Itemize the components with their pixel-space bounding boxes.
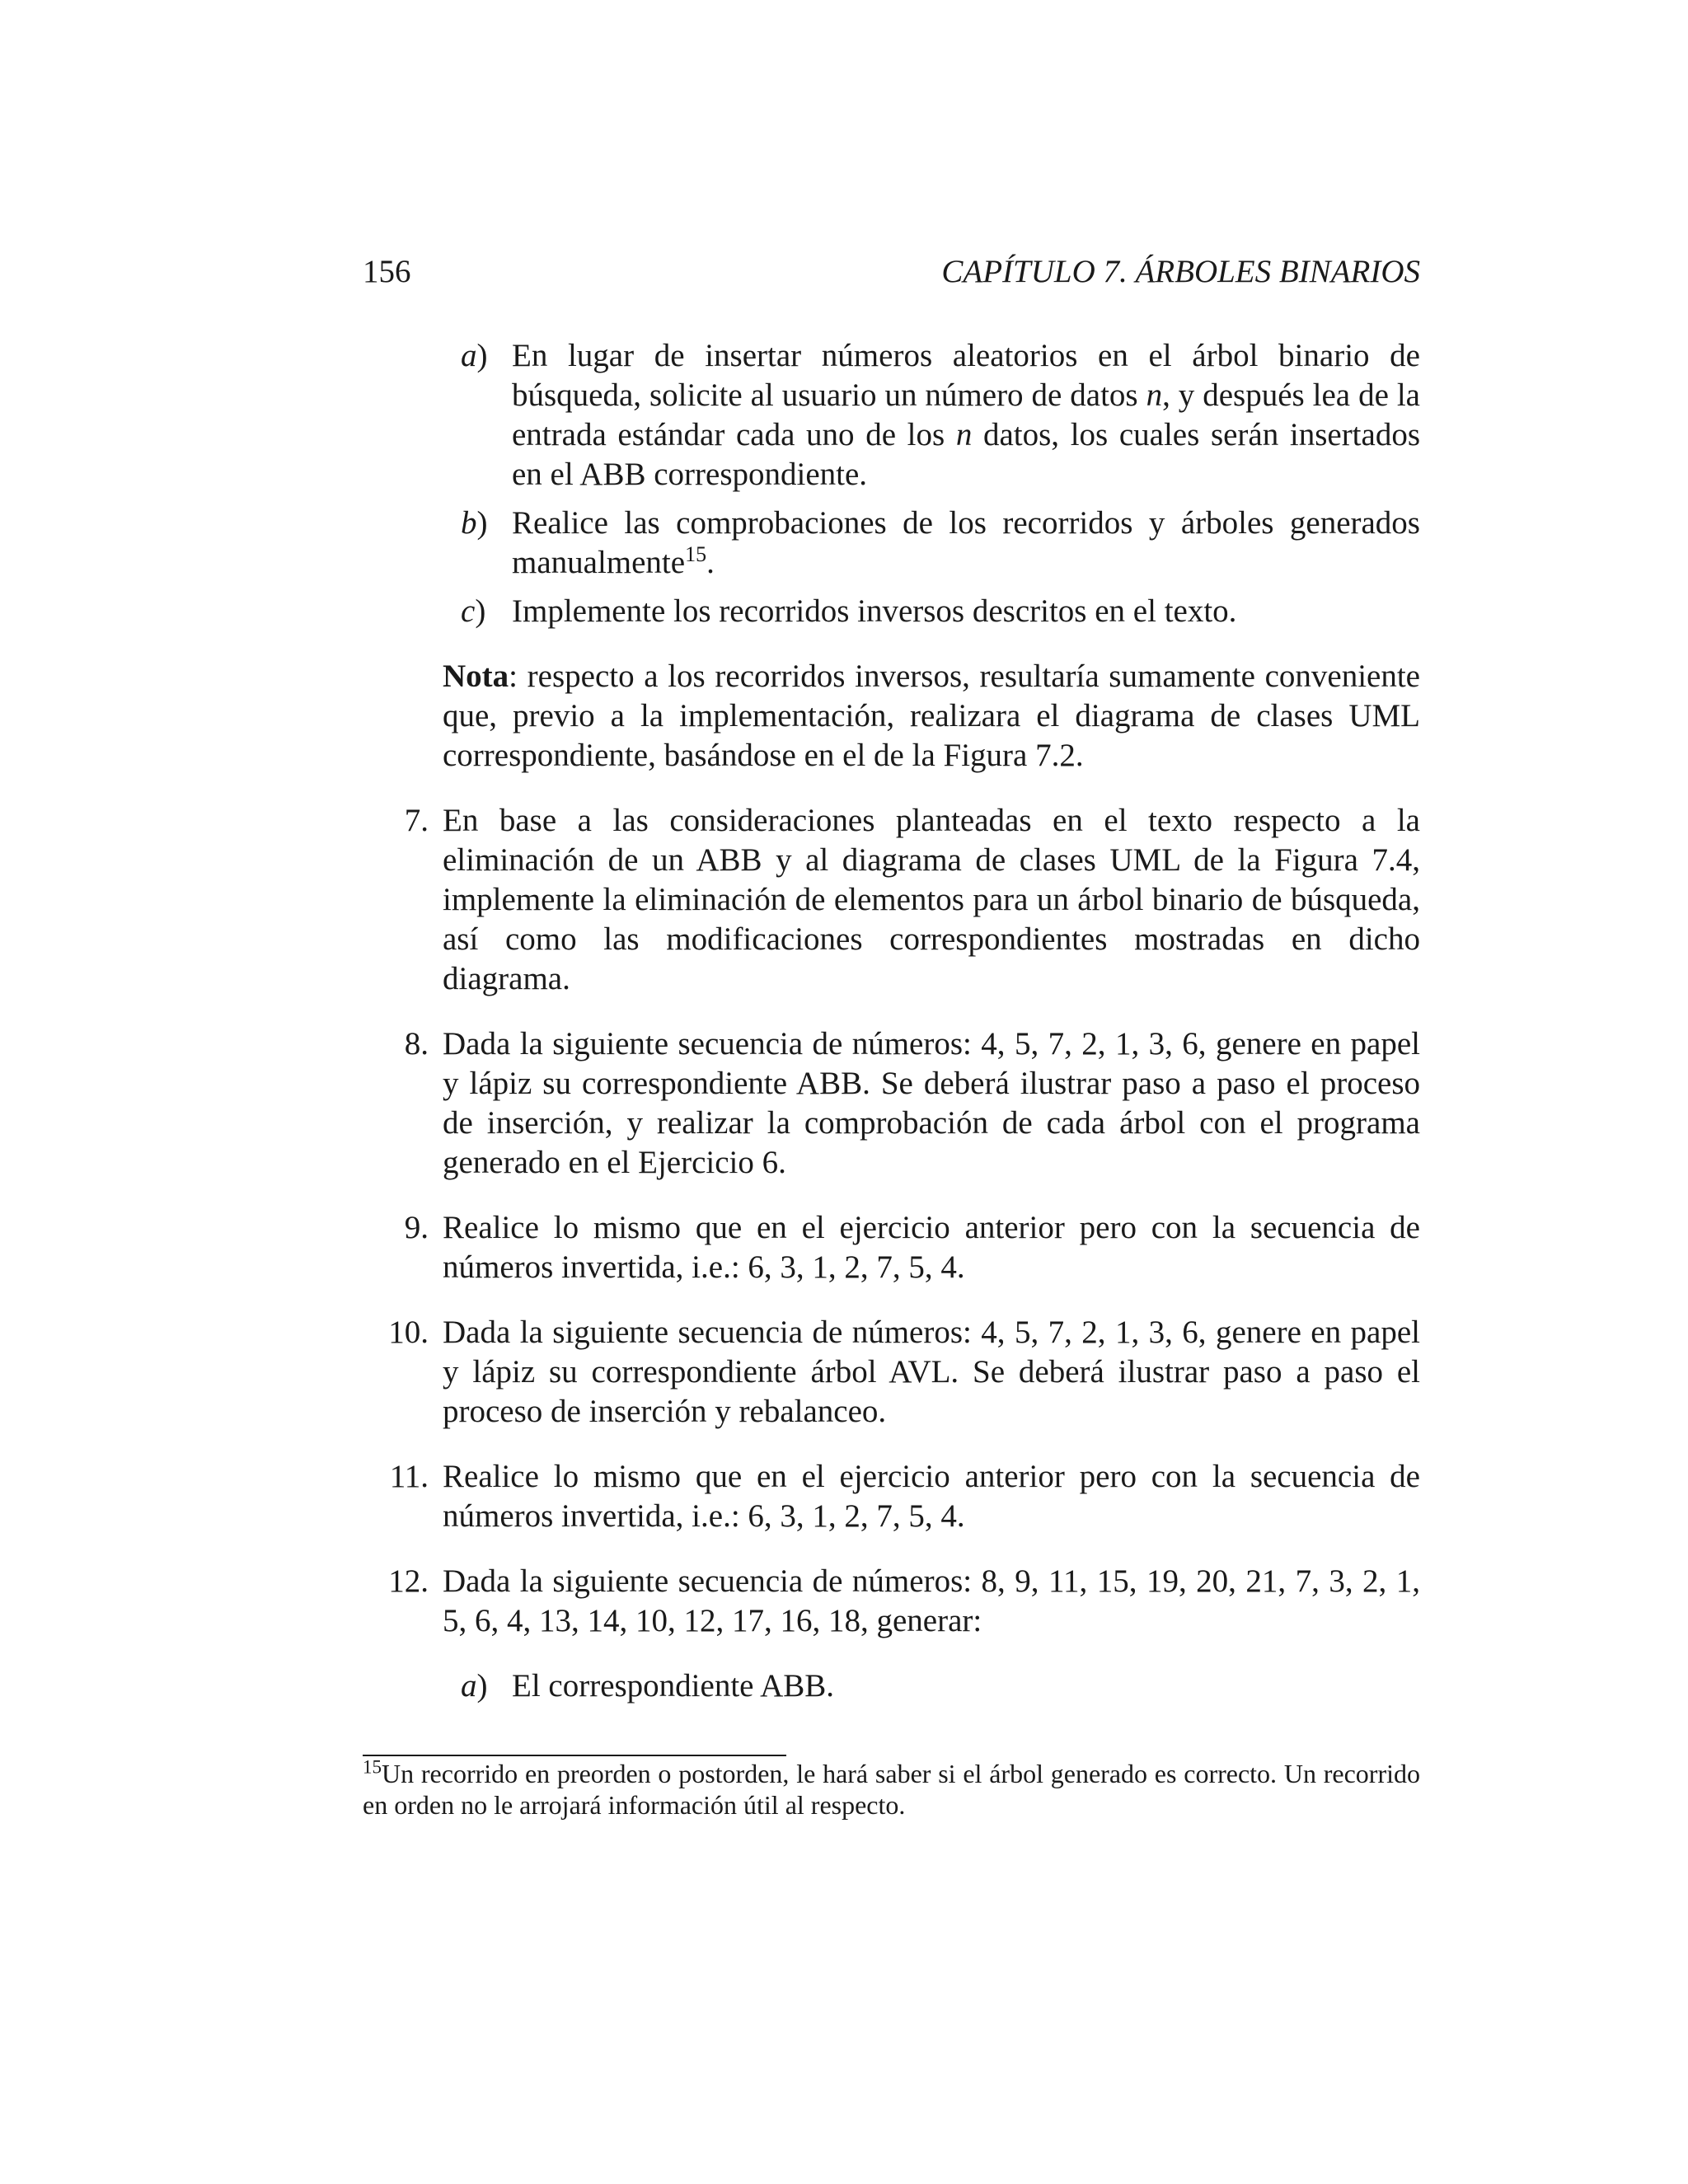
exercise-number: 11. xyxy=(389,1459,429,1494)
exercise-11: 11. Realice lo mismo que en el ejercicio anterior pero con la secuencia de números invertida, i.e.: 6, 3, 1, 2, 7, 5, 4. xyxy=(443,1457,1420,1536)
exercise-number: 8. xyxy=(404,1026,429,1062)
subitem-12a: a) El correspondiente ABB. xyxy=(512,1666,1420,1706)
subitem-marker: c) xyxy=(461,593,486,629)
exercise-7: 7. En base a las consideraciones planteadas en el texto respecto a la eliminación de un ABB y al diagrama de clases UML de la Figura 7.4, implemente la eliminación de elementos para un árbol binario de búsqueda, así como las modificaciones correspondientes mostradas en dicho diagrama. xyxy=(443,801,1420,999)
subitem-a: a) En lugar de insertar números aleatorios en el árbol binario de búsqueda, solicite al usuario un número de datos n, y después lea de la entrada estándar cada uno de los n datos, los cuales serán insertados en el ABB correspondiente. xyxy=(461,338,1421,492)
exercise-12: 12. Dada la siguiente secuencia de números: 8, 9, 11, 15, 19, 20, 21, 7, 3, 2, 1, 5, 6, 4, 13, 14, 10, 12, 17, 16, 18, generar: xyxy=(443,1562,1420,1641)
exercise-9: 9. Realice lo mismo que en el ejercicio anterior pero con la secuencia de números invertida, i.e.: 6, 3, 1, 2, 7, 5, 4. xyxy=(443,1208,1420,1287)
note-paragraph: Nota: respecto a los recorridos inversos, resultaría sumamente conveniente que, previo a la implementación, realizara el diagrama de clases UML correspondiente, basándose en el de la Figura 7.2. xyxy=(443,658,1420,773)
footnote xyxy=(363,1758,1420,1821)
exercise-number: 12. xyxy=(388,1563,429,1599)
chapter-title: CAPÍTULO 7. ÁRBOLES BINARIOS xyxy=(941,254,1420,289)
subitem-marker: a) xyxy=(461,338,488,373)
exercise-8: 8. Dada la siguiente secuencia de números: 4, 5, 7, 2, 1, 3, 6, genere en papel y lápiz su correspondiente ABB. Se deberá ilustrar paso a paso el proceso de inserción, y realizar la comprobación de cada árbol con el programa generado en el Ejercicio 6. xyxy=(443,1024,1420,1183)
subitem-marker: b) xyxy=(461,505,488,541)
exercise-number: 9. xyxy=(404,1210,429,1245)
subitem-b: b) Realice las comprobaciones de los recorridos y árboles generados manualmente$^{15}$. xyxy=(461,505,1420,580)
subitem-marker: a) xyxy=(461,1668,488,1704)
footnote-text: Un recorrido en preorden o postorden, le hará saber si el árbol generado es correcto. Un recorrido en orden no le arrojará información útil al respecto. xyxy=(363,1759,1420,1820)
footnote-rule xyxy=(363,1755,786,1756)
footnote-reference: 15 xyxy=(685,542,707,566)
variable-n: n xyxy=(1146,377,1163,413)
exercise-number: 7. xyxy=(404,803,429,838)
page-number: 156 xyxy=(363,254,411,289)
footnote-number: 15 xyxy=(363,1756,382,1778)
body-text xyxy=(363,336,1420,1706)
exercise-number: 10. xyxy=(388,1315,429,1350)
subitem-c: c) Implemente los recorridos inversos descritos en el texto. xyxy=(512,592,1420,631)
exercise-10: 10. Dada la siguiente secuencia de números: 4, 5, 7, 2, 1, 3, 6, genere en papel y lápiz su correspondiente árbol AVL. Se deberá ilustrar paso a paso el proceso de inserción y rebalanceo. xyxy=(443,1313,1420,1432)
variable-n: n xyxy=(955,417,973,452)
note-label: Nota xyxy=(443,658,509,694)
